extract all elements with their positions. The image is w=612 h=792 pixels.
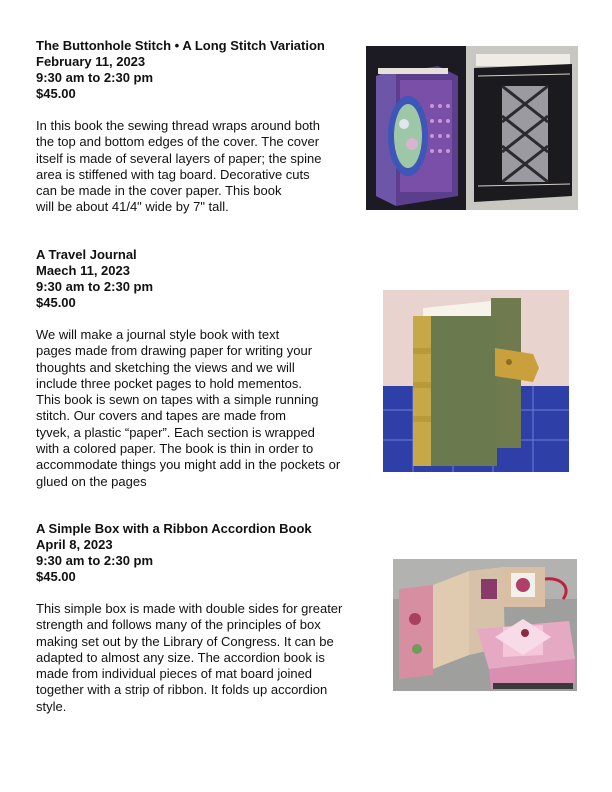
box-accordion-photo bbox=[393, 559, 577, 691]
class-time: 9:30 am to 2:30 pm bbox=[36, 279, 154, 294]
class-date: Maech 11, 2023 bbox=[36, 263, 130, 278]
class-travel-journal bbox=[36, 247, 340, 490]
class-price: $45.00 bbox=[36, 295, 76, 310]
class-time: 9:30 am to 2:30 pm bbox=[36, 70, 154, 85]
class-price: $45.00 bbox=[36, 86, 76, 101]
buttonhole-book-photo bbox=[366, 46, 578, 210]
class-title: A Travel Journal bbox=[36, 247, 137, 262]
class-description: In this book the sewing thread wraps around both the top and bottom edges of the cover. The cover itself is made of several layers of paper; the spine area is stiffened with tag board. Decorative cuts can be made in the cover paper. This book will be about 41/4" wide by 7" tall. bbox=[36, 118, 322, 215]
class-price: $45.00 bbox=[36, 569, 76, 584]
class-date: April 8, 2023 bbox=[36, 537, 113, 552]
class-date: February 11, 2023 bbox=[36, 54, 146, 69]
class-time: 9:30 am to 2:30 pm bbox=[36, 553, 154, 568]
class-title: A Simple Box with a Ribbon Accordion Book bbox=[36, 521, 312, 536]
class-description: We will make a journal style book with text pages made from drawing paper for writing your thoughts and sketching the views and we will include three pocket pages to hold mementos. This book is sewn on tapes with a simple running stitch. Our covers and tapes are made from tyvek, a plastic “paper”. Each section is wrapped with a colored paper. The book is thin in order to accommodate things you might add in the pockets or glued on the pages bbox=[36, 327, 341, 489]
class-buttonhole-stitch bbox=[36, 38, 325, 216]
class-title: The Buttonhole Stitch • A Long Stitch Variation bbox=[36, 38, 325, 53]
class-description: This simple box is made with double sides for greater strength and follows many of the principles of box making set out by the Library of Congress. It can be adapted to almost any size. The accordion book is made from individual pieces of mat board joined together with a strip of ribbon. It folds up accordion style. bbox=[36, 601, 343, 714]
travel-journal-photo bbox=[383, 290, 569, 472]
class-simple-box bbox=[36, 521, 342, 715]
